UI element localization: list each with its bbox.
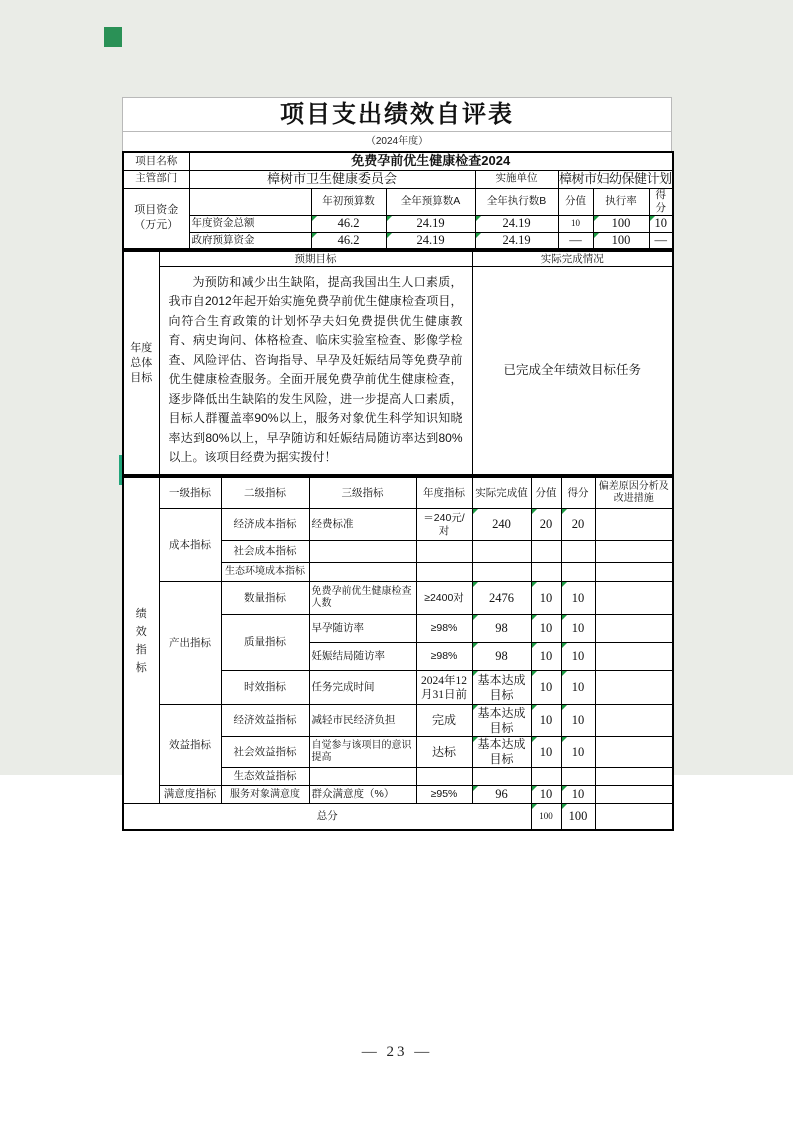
score: 10 <box>561 786 595 804</box>
level3: 妊娠结局随访率 <box>309 643 416 671</box>
indicators-table <box>122 476 674 831</box>
funding-executed-value: 24.19 <box>475 215 558 232</box>
score-value <box>531 563 561 582</box>
total-row <box>123 804 673 830</box>
deviation <box>595 509 673 541</box>
viewer-background-left <box>0 97 122 775</box>
header-level3: 三级指标 <box>309 477 416 509</box>
project-name-label: 项目名称 <box>123 152 189 170</box>
total-deviation <box>595 804 673 830</box>
project-info-table <box>122 151 674 250</box>
annual-target: ≥98% <box>416 615 472 643</box>
score-value: 10 <box>531 737 561 768</box>
deviation <box>595 705 673 737</box>
level3: 减轻市民经济负担 <box>309 705 416 737</box>
funding-header-executed: 全年执行数B <box>475 188 558 215</box>
header-score-value: 分值 <box>531 477 561 509</box>
deviation <box>595 563 673 582</box>
funding-header-exec-rate: 执行率 <box>593 188 649 215</box>
level1-cost: 成本指标 <box>159 509 221 582</box>
deviation <box>595 768 673 786</box>
header-level1: 一级指标 <box>159 477 221 509</box>
funding-initial-value: 46.2 <box>311 232 386 249</box>
deviation <box>595 643 673 671</box>
level1-satisfaction: 满意度指标 <box>159 786 221 804</box>
actual-value: 98 <box>472 615 531 643</box>
actual-value: 96 <box>472 786 531 804</box>
score-value: 10 <box>531 786 561 804</box>
level1-output: 产出指标 <box>159 582 221 705</box>
green-marker-icon <box>104 27 122 47</box>
score <box>561 563 595 582</box>
funding-initial-value: 46.2 <box>311 215 386 232</box>
viewer-background-right <box>672 97 793 775</box>
score: 10 <box>561 737 595 768</box>
funding-exec-rate-value: 100 <box>593 232 649 249</box>
level3 <box>309 541 416 563</box>
level2: 生态效益指标 <box>221 768 309 786</box>
funding-annual-value: 24.19 <box>386 232 475 249</box>
document-page <box>122 97 672 1060</box>
level2-quality: 质量指标 <box>221 615 309 671</box>
score-value: 20 <box>531 509 561 541</box>
level3: 自觉参与该项目的意识提高 <box>309 737 416 768</box>
deviation <box>595 541 673 563</box>
indicator-row <box>123 705 673 737</box>
score <box>561 541 595 563</box>
dept-value: 樟树市卫生健康委员会 <box>189 170 475 188</box>
score-value: 10 <box>531 615 561 643</box>
impl-unit-value: 樟树市妇幼保健计划 <box>558 170 673 188</box>
deviation <box>595 582 673 615</box>
total-score-value: 100 <box>531 804 561 830</box>
level2: 社会效益指标 <box>221 737 309 768</box>
level2: 社会成本指标 <box>221 541 309 563</box>
actual-value <box>472 768 531 786</box>
score: 10 <box>561 671 595 705</box>
header-level2: 二级指标 <box>221 477 309 509</box>
level1-benefit: 效益指标 <box>159 705 221 786</box>
dept-label: 主管部门 <box>123 170 189 188</box>
level2: 生态环境成本指标 <box>221 563 309 582</box>
actual-value: 基本达成目标 <box>472 705 531 737</box>
annual-goal-label: 年度总体目标 <box>123 251 159 475</box>
funding-executed-value: 24.19 <box>475 232 558 249</box>
score-value: 10 <box>531 643 561 671</box>
level3: 群众满意度（%） <box>309 786 416 804</box>
funding-header-initial: 年初预算数 <box>311 188 386 215</box>
actual-value: 基本达成目标 <box>472 737 531 768</box>
header-annual-target: 年度指标 <box>416 477 472 509</box>
annual-target: 2024年12月31日前 <box>416 671 472 705</box>
score-value: 10 <box>531 671 561 705</box>
actual-completion-text: 已完成全年绩效目标任务 <box>472 266 673 475</box>
total-label: 总分 <box>123 804 531 830</box>
annual-target: ≥2400对 <box>416 582 472 615</box>
funding-row-name: 年度资金总额 <box>189 215 311 232</box>
indicators-header-row <box>123 477 673 509</box>
funding-annual-value: 24.19 <box>386 215 475 232</box>
indicator-row <box>123 786 673 804</box>
funding-header-score: 得分 <box>649 188 673 215</box>
indicator-row <box>123 582 673 615</box>
funding-row-total <box>123 215 673 232</box>
score: 10 <box>561 705 595 737</box>
funding-row-name: 政府预算资金 <box>189 232 311 249</box>
annual-target <box>416 541 472 563</box>
actual-value: 240 <box>472 509 531 541</box>
deviation <box>595 671 673 705</box>
funding-exec-rate-value: 100 <box>593 215 649 232</box>
total-score: 100 <box>561 804 595 830</box>
deviation <box>595 615 673 643</box>
expected-goal-text: 为预防和减少出生缺陷，提高我国出生人口素质，我市自2012年起开始实施免费孕前优生健康检查项目，向符合生育政策的计划怀孕夫妇免费提供优生健康教育、病史询问、体格检查、临床实验室检查、影像学检查、风险评估、咨询指导、早孕及妊娠结局等免费孕前优生健康检查服务。全面开展免费孕前优生健康检查，逐步降低出生缺陷的发生风险，进一步提高人口素质，目标人群覆盖率90%以上，服务对象优生科学知识知晓率达到80%以上，早孕随访和妊娠结局随访率达到80%以上。该项目经费为据实拨付！ <box>159 266 472 475</box>
funding-header-row <box>123 188 673 215</box>
annual-target: ＝240元/对 <box>416 509 472 541</box>
funding-header-score-value: 分值 <box>558 188 593 215</box>
annual-target: 完成 <box>416 705 472 737</box>
page-number: — 23 — <box>361 1044 433 1060</box>
annual-target: 达标 <box>416 737 472 768</box>
indicator-row <box>123 509 673 541</box>
score-value: 10 <box>531 705 561 737</box>
funding-blank-header <box>189 188 311 215</box>
annual-target <box>416 768 472 786</box>
level3: 经费标准 <box>309 509 416 541</box>
funding-score-value: — <box>558 232 593 249</box>
actual-value: 基本达成目标 <box>472 671 531 705</box>
level2: 经济效益指标 <box>221 705 309 737</box>
funding-score: 10 <box>649 215 673 232</box>
funding-label: 项目资金（万元） <box>123 188 189 249</box>
funding-score-value: 10 <box>558 215 593 232</box>
level3: 早孕随访率 <box>309 615 416 643</box>
annual-target <box>416 563 472 582</box>
viewer-background-top <box>0 0 793 97</box>
score-value <box>531 768 561 786</box>
funding-header-annual: 全年预算数A <box>386 188 475 215</box>
annual-target: ≥95% <box>416 786 472 804</box>
actual-value: 2476 <box>472 582 531 615</box>
actual-completion-header: 实际完成情况 <box>472 251 673 266</box>
level3: 任务完成时间 <box>309 671 416 705</box>
actual-value <box>472 563 531 582</box>
level2: 服务对象满意度 <box>221 786 309 804</box>
header-actual-value: 实际完成值 <box>472 477 531 509</box>
score: 10 <box>561 615 595 643</box>
score: 10 <box>561 582 595 615</box>
funding-row-gov <box>123 232 673 249</box>
level2: 数量指标 <box>221 582 309 615</box>
impl-unit-label: 实施单位 <box>475 170 558 188</box>
level2: 时效指标 <box>221 671 309 705</box>
annual-target: ≥98% <box>416 643 472 671</box>
expected-goal-header: 预期目标 <box>159 251 472 266</box>
level2: 经济成本指标 <box>221 509 309 541</box>
annual-goal-table <box>122 250 674 476</box>
actual-value: 98 <box>472 643 531 671</box>
header-score: 得分 <box>561 477 595 509</box>
title-block <box>122 97 672 151</box>
level3: 免费孕前优生健康检查人数 <box>309 582 416 615</box>
score-value: 10 <box>531 582 561 615</box>
indicators-label: 绩效指标 <box>123 477 159 804</box>
deviation <box>595 786 673 804</box>
page-title: 项目支出绩效自评表 <box>123 98 671 132</box>
page-subtitle: （2024年度） <box>365 136 429 147</box>
score: 20 <box>561 509 595 541</box>
header-deviation: 偏差原因分析及改进措施 <box>595 477 673 509</box>
deviation <box>595 737 673 768</box>
score-value <box>531 541 561 563</box>
funding-score: — <box>649 232 673 249</box>
actual-value <box>472 541 531 563</box>
project-name-value: 免费孕前优生健康检查2024 <box>189 152 673 170</box>
score <box>561 768 595 786</box>
score: 10 <box>561 643 595 671</box>
level3 <box>309 563 416 582</box>
level3 <box>309 768 416 786</box>
